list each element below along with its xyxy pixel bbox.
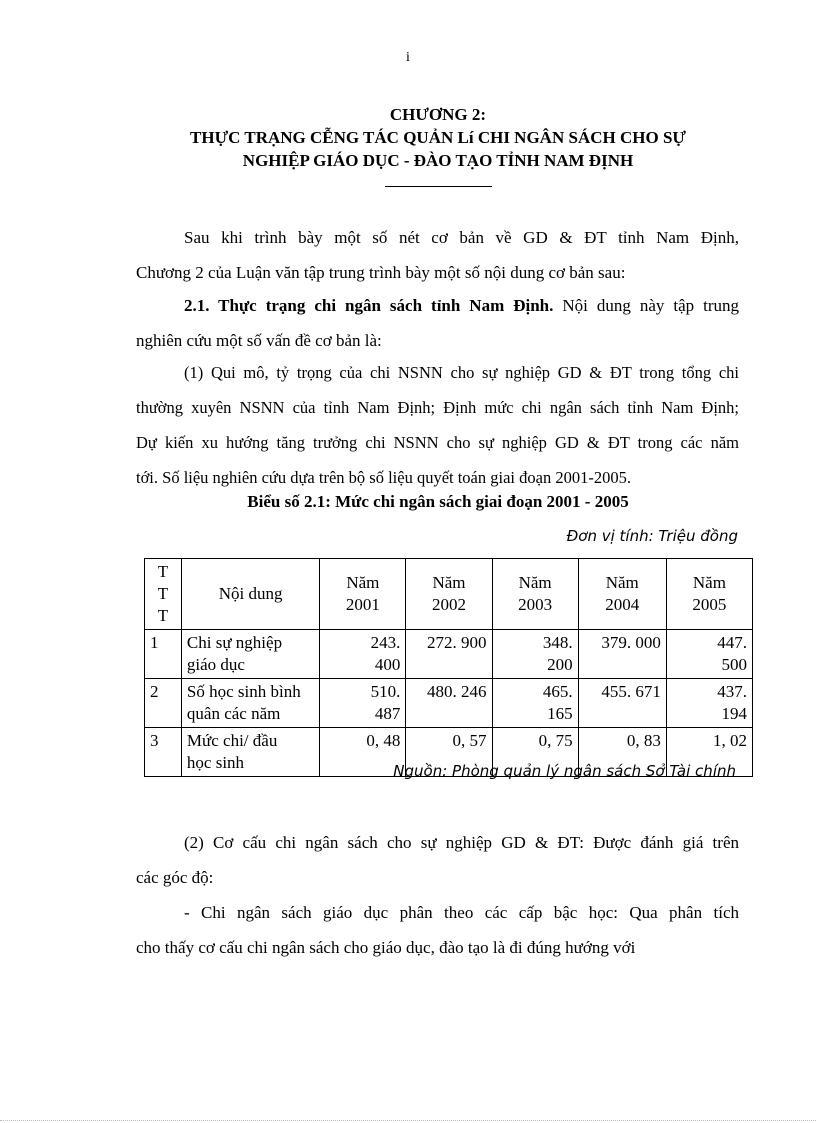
row-number: 3 (145, 728, 182, 777)
table-unit: Đơn vị tính: Triệu đồng (566, 527, 738, 545)
item3-line-2: cho thấy cơ cấu chi ngân sách cho giáo dục, đào tạo là đi đúng hướng với (136, 938, 636, 957)
budget-table (144, 558, 753, 777)
header-tt-2: T (157, 584, 169, 603)
cell-value: 243. 400 (320, 630, 406, 679)
heading-underline (385, 186, 492, 187)
section-line-2: nghiên cứu một số vấn đề cơ bản là: (136, 331, 382, 350)
intro-line-1: Sau khi trình bày một số nét cơ bản về GD & ĐT tỉnh Nam Định, (184, 228, 739, 247)
row-number: 2 (145, 679, 182, 728)
table-header-row (145, 559, 753, 630)
intro-line-2: Chương 2 của Luận văn tập trung trình bày một số nội dung cơ bản sau: (136, 263, 626, 282)
table-row (145, 630, 753, 679)
page-mark: i (406, 50, 410, 65)
cell-value: 0, 75 (492, 728, 578, 777)
item1-line-2: thường xuyên NSNN của tỉnh Nam Định; Định mức chi ngân sách tỉnh Nam Định; (136, 398, 739, 417)
header-content: Nội dung (181, 559, 319, 630)
cell-value: 465. 165 (492, 679, 578, 728)
row-label: Chi sự nghiệp giáo dục (181, 630, 319, 679)
header-year-2002: Năm 2002 (406, 559, 492, 630)
section-title: 2.1. Thực trạng chi ngân sách tỉnh Nam Định. (184, 296, 554, 315)
cell-value: 455. 671 (578, 679, 666, 728)
cell-value: 0, 48 (320, 728, 406, 777)
page-bottom-border (0, 1120, 816, 1121)
chapter-title-line-1: THỰC TRẠNG CỄNG TÁC QUẢN Lí CHI NGÂN SÁCH CHO SỰ (190, 128, 686, 147)
cell-value: 437. 194 (666, 679, 752, 728)
header-tt-1: T (157, 562, 169, 581)
item2-line-1: (2) Cơ cấu chi ngân sách cho sự nghiệp GD & ĐT: Được đánh giá trên (184, 833, 739, 852)
section-lead: Nội dung này tập trung (553, 296, 739, 315)
cell-value: 348. 200 (492, 630, 578, 679)
header-year-2005: Năm 2005 (666, 559, 752, 630)
cell-value: 0, 57 (406, 728, 492, 777)
chapter-title-line-2: NGHIỆP GIÁO DỤC - ĐÀO TẠO TỈNH NAM ĐỊNH (242, 151, 634, 170)
cell-value: 0, 83 (578, 728, 666, 777)
header-year-2004: Năm 2004 (578, 559, 666, 630)
section-line-1 (136, 288, 739, 323)
table-caption: Biểu số 2.1: Mức chi ngân sách giai đoạn 2001 - 2005 (247, 492, 629, 511)
cell-value: 379. 000 (578, 630, 666, 679)
cell-value: 510. 487 (320, 679, 406, 728)
chapter-heading (0, 103, 816, 172)
cell-value: 447. 500 (666, 630, 752, 679)
table-row (145, 679, 753, 728)
header-tt (145, 559, 182, 630)
item-3-paragraph (136, 895, 739, 965)
table-source: Nguồn: Phòng quản lý ngân sách Sở Tài chính (393, 762, 736, 780)
cell-value: 272. 900 (406, 630, 492, 679)
item2-line-2: các góc độ: (136, 868, 214, 887)
chapter-number: CHƯƠNG 2: (389, 105, 487, 124)
item1-line-1: (1) Qui mô, tỷ trọng của chi NSNN cho sự nghiệp GD & ĐT trong tổng chi (184, 363, 739, 382)
item-1-paragraph (136, 355, 739, 495)
intro-paragraph (136, 220, 739, 290)
item1-line-4: tới. Số liệu nghiên cứu dựa trên bộ số liệu quyết toán giai đoạn 2001-2005. (136, 468, 631, 487)
header-year-2003: Năm 2003 (492, 559, 578, 630)
item-2-paragraph (136, 825, 739, 895)
section-2-1-paragraph (136, 288, 739, 358)
row-label: Số học sinh bình quân các năm (181, 679, 319, 728)
row-number: 1 (145, 630, 182, 679)
item3-line-1: - Chi ngân sách giáo dục phân theo các cấp bậc học: Qua phân tích (184, 903, 739, 922)
item1-line-3: Dự kiến xu hướng tăng trưởng chi NSNN cho sự nghiệp GD & ĐT trong các năm (136, 433, 739, 452)
row-label: Mức chi/ đầu học sinh (181, 728, 319, 777)
cell-value: 1, 02 (666, 728, 752, 777)
cell-value: 480. 246 (406, 679, 492, 728)
header-year-2001: Năm 2001 (320, 559, 406, 630)
header-tt-3: T (157, 606, 169, 625)
